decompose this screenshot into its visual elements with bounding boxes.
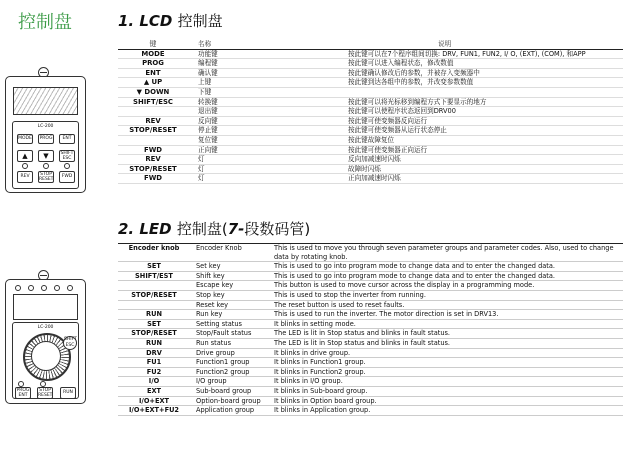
table-row bbox=[118, 78, 623, 88]
key-cell: ▲ UP bbox=[143, 78, 163, 87]
lcd-key-table bbox=[118, 40, 623, 184]
table-row bbox=[118, 98, 623, 108]
table-row bbox=[118, 310, 623, 320]
table-row bbox=[118, 117, 623, 127]
table-row bbox=[118, 329, 623, 339]
desc-cell: This is used to run the inverter. The motor direction is set in DRV13. bbox=[274, 310, 499, 319]
header-desc: 说明 bbox=[438, 40, 452, 48]
table-row bbox=[118, 126, 623, 136]
lcd-keypad-body bbox=[5, 76, 86, 193]
table-row bbox=[118, 397, 623, 407]
table-row bbox=[118, 136, 623, 146]
led-keypad-body bbox=[5, 279, 86, 404]
name-cell: Sub-board group bbox=[196, 386, 252, 395]
name-cell: 停止键 bbox=[198, 126, 218, 135]
desc-cell: 按此键到达各组中的参数，并改变参数数值 bbox=[348, 78, 474, 87]
desc-cell: 按此键故障复位 bbox=[348, 135, 395, 144]
name-cell: Drive group bbox=[196, 348, 235, 357]
table-row bbox=[118, 155, 623, 165]
name-cell: 反向键 bbox=[198, 116, 218, 125]
name-cell: 灯 bbox=[198, 155, 205, 164]
table-row bbox=[118, 368, 623, 378]
led-indicator-icon bbox=[15, 285, 21, 291]
table-row bbox=[118, 146, 623, 156]
desc-cell: 按此键可使变频器正向运行 bbox=[348, 145, 428, 154]
led-section-label-a: 控制盘( bbox=[176, 220, 228, 238]
table-row bbox=[118, 244, 623, 262]
table-row bbox=[118, 320, 623, 330]
desc-cell: 按此键可以使程序状态返回到DRV00 bbox=[348, 107, 456, 116]
led-indicator-icon bbox=[67, 285, 73, 291]
desc-cell: The LED is lit in Stop status and blinks in fault status. bbox=[274, 329, 451, 338]
lcd-section-label: 控制盘 bbox=[177, 12, 223, 30]
run-button[interactable]: RUN bbox=[60, 387, 76, 399]
name-cell: 下键 bbox=[198, 87, 212, 96]
name-cell: Reset key bbox=[196, 300, 229, 309]
led-section-label-b: 段数码管) bbox=[244, 220, 311, 238]
name-cell: Run key bbox=[196, 310, 223, 319]
table-row bbox=[118, 59, 623, 69]
led-indicator-icon bbox=[28, 285, 34, 291]
desc-cell: This is used to stop the inverter from running. bbox=[274, 290, 426, 299]
name-cell: Encoder Knob bbox=[196, 244, 242, 252]
seven-segment-display bbox=[13, 294, 78, 320]
key-cell: FWD bbox=[143, 145, 163, 154]
table-row bbox=[118, 165, 623, 175]
key-cell: STOP/RESET bbox=[129, 126, 177, 135]
desc-cell: 按此键可使变频器反向运行 bbox=[348, 116, 428, 125]
desc-cell: 按此键可以进入编程状态，修改数值 bbox=[348, 59, 454, 68]
desc-cell: It blinks in Function2 group. bbox=[274, 367, 366, 376]
shift-esc-button[interactable]: SHIFT ESC bbox=[60, 151, 74, 161]
led-section-number-2: 7- bbox=[227, 220, 245, 238]
led-section-number: 2. LED bbox=[118, 220, 172, 238]
table-row bbox=[118, 406, 623, 416]
key-cell: Encoder knob bbox=[128, 244, 180, 252]
shift-esc-button[interactable]: SHIFT ESC bbox=[64, 337, 77, 348]
fwd-led-icon bbox=[64, 163, 70, 169]
desc-cell: It blinks in Sub-board group. bbox=[274, 386, 368, 395]
keypad-frame bbox=[12, 322, 79, 399]
key-cell: RUN bbox=[146, 310, 162, 319]
stop-reset-button[interactable]: STOP RESET bbox=[38, 388, 53, 398]
table-row bbox=[118, 387, 623, 397]
lcd-table-header bbox=[118, 40, 623, 50]
key-cell bbox=[118, 107, 188, 116]
key-cell: SHIFT/EST bbox=[135, 271, 173, 280]
lcd-section-title bbox=[118, 10, 223, 31]
table-row bbox=[118, 291, 623, 301]
desc-cell: 故障时闪烁 bbox=[348, 164, 381, 173]
ent-button[interactable]: ENT bbox=[59, 134, 75, 144]
led-section-title bbox=[118, 218, 310, 239]
prog-button[interactable]: PROG bbox=[38, 134, 54, 144]
key-cell bbox=[118, 281, 190, 290]
table-row bbox=[118, 349, 623, 359]
desc-cell: 按此键确认修改后的参数，并被存入变频器中 bbox=[348, 68, 480, 77]
name-cell: 转换键 bbox=[198, 97, 218, 106]
stop-reset-button[interactable]: STOP RESET bbox=[39, 172, 54, 182]
desc-cell: It blinks in setting mode. bbox=[274, 319, 356, 328]
key-cell: FWD bbox=[143, 174, 163, 183]
table-row bbox=[118, 358, 623, 368]
fwd-button[interactable]: FWD bbox=[59, 171, 75, 183]
desc-cell: It blinks in Option board group. bbox=[274, 396, 377, 405]
name-cell: 复位键 bbox=[198, 135, 218, 144]
header-name: 名称 bbox=[198, 40, 212, 48]
key-cell: STOP/RESET bbox=[131, 290, 177, 299]
key-cell: STOP/RESET bbox=[131, 329, 177, 338]
desc-cell: The LED is lit in Stop status and blinks in fault status. bbox=[274, 338, 451, 347]
key-cell: SHIFT/ESC bbox=[133, 97, 173, 106]
desc-cell: This is used to move you through seven parameter groups and parameter codes. Also, used to change data by rotating knob. bbox=[274, 244, 614, 261]
key-cell bbox=[118, 301, 190, 310]
name-cell: Shift key bbox=[196, 271, 225, 280]
name-cell: 灯 bbox=[198, 164, 205, 173]
name-cell: Option-board group bbox=[196, 396, 261, 405]
prog-ent-button[interactable]: PROG ENT bbox=[16, 388, 30, 398]
name-cell: I/O group bbox=[196, 377, 227, 386]
table-row bbox=[118, 339, 623, 349]
desc-cell bbox=[268, 88, 623, 97]
name-cell: 正向键 bbox=[198, 145, 218, 154]
key-cell: ENT bbox=[145, 68, 161, 77]
header-key: 键 bbox=[149, 40, 157, 48]
key-cell: EXT bbox=[146, 386, 162, 395]
name-cell: Stop/Fault status bbox=[196, 329, 252, 338]
name-cell: Function2 group bbox=[196, 367, 250, 376]
name-cell: Run status bbox=[196, 338, 232, 347]
key-cell: SET bbox=[147, 319, 161, 328]
key-cell: I/O+EXT+FU2 bbox=[128, 406, 180, 415]
key-cell: RUN bbox=[146, 338, 162, 347]
key-cell: FU2 bbox=[146, 367, 162, 376]
table-row bbox=[118, 281, 623, 291]
name-cell: 编程键 bbox=[198, 59, 218, 68]
key-cell: ▼ DOWN bbox=[136, 87, 170, 96]
stop-led-icon bbox=[43, 163, 49, 169]
rev-button[interactable]: REV bbox=[17, 171, 33, 183]
table-row bbox=[118, 377, 623, 387]
table-row bbox=[118, 50, 623, 60]
key-cell: I/O+EXT bbox=[138, 396, 170, 405]
desc-cell: This button is used to move cursor across the display in a programming mode. bbox=[274, 281, 535, 290]
desc-cell: It blinks in Application group. bbox=[274, 406, 371, 415]
name-cell: 功能键 bbox=[198, 49, 218, 58]
key-cell: MODE bbox=[141, 49, 165, 58]
key-cell: FU1 bbox=[146, 358, 162, 367]
keypad-frame bbox=[12, 121, 79, 189]
key-cell: I/O bbox=[148, 377, 160, 386]
lcd-screen bbox=[13, 87, 78, 115]
key-cell: SET bbox=[147, 262, 161, 271]
name-cell: 灯 bbox=[198, 174, 205, 183]
desc-cell: It blinks in I/O group. bbox=[274, 377, 343, 386]
page-title: 控制盘 bbox=[18, 12, 72, 33]
table-row bbox=[118, 301, 623, 311]
key-cell: PROG bbox=[142, 59, 164, 68]
key-cell: STOP/RESET bbox=[129, 164, 177, 173]
desc-cell: This is used to go into program mode to change data and to enter the changed data. bbox=[274, 262, 556, 271]
table-row bbox=[118, 69, 623, 79]
desc-cell: It blinks in drive group. bbox=[274, 348, 351, 357]
rev-led-icon bbox=[22, 163, 28, 169]
table-row bbox=[118, 88, 623, 98]
table-row bbox=[118, 174, 623, 184]
desc-cell: This is used to go into program mode to change data and to enter the changed data. bbox=[274, 271, 556, 280]
led-indicator-icon bbox=[41, 285, 47, 291]
led-indicator-icon bbox=[54, 285, 60, 291]
name-cell: 确认键 bbox=[198, 68, 218, 77]
name-cell: Setting status bbox=[196, 319, 242, 328]
desc-cell: 按此键可使变频器从运行状态停止 bbox=[348, 126, 447, 135]
table-row bbox=[118, 262, 623, 272]
name-cell: 退出键 bbox=[198, 107, 218, 116]
lcd-section-number: 1. LCD bbox=[118, 12, 173, 30]
desc-cell: 反向加减速时闪烁 bbox=[348, 155, 401, 164]
name-cell: Set key bbox=[196, 262, 221, 271]
desc-cell: The reset button is used to reset faults. bbox=[274, 300, 405, 309]
key-cell: REV bbox=[145, 155, 161, 164]
name-cell: Escape key bbox=[196, 281, 234, 290]
desc-cell: It blinks in Function1 group. bbox=[274, 358, 366, 367]
desc-cell: 按此键可以将光标移到编程方式下要显示的地方 bbox=[348, 97, 487, 106]
table-row bbox=[118, 272, 623, 282]
mode-button[interactable]: MODE bbox=[17, 134, 33, 144]
name-cell: 上键 bbox=[198, 78, 212, 87]
keypad-model-label: LC-200 bbox=[37, 124, 54, 129]
desc-cell: 正向加减速时闪烁 bbox=[348, 174, 401, 183]
name-cell: Stop key bbox=[196, 290, 225, 299]
down-button[interactable]: ▼ bbox=[38, 150, 54, 162]
key-cell bbox=[118, 136, 188, 145]
table-row bbox=[118, 107, 623, 117]
name-cell: Application group bbox=[196, 406, 255, 415]
key-cell: REV bbox=[145, 116, 161, 125]
desc-cell: 按此键可以在7个程序组间切换: DRV, FUN1, FUN2, I/ O, (EXT), (COM), 和APP bbox=[348, 49, 586, 58]
name-cell: Function1 group bbox=[196, 358, 250, 367]
led-key-table bbox=[118, 243, 623, 416]
up-button[interactable]: ▲ bbox=[17, 150, 33, 162]
key-cell: DRV bbox=[146, 348, 162, 357]
keypad-model-label: LC-200 bbox=[37, 325, 54, 330]
